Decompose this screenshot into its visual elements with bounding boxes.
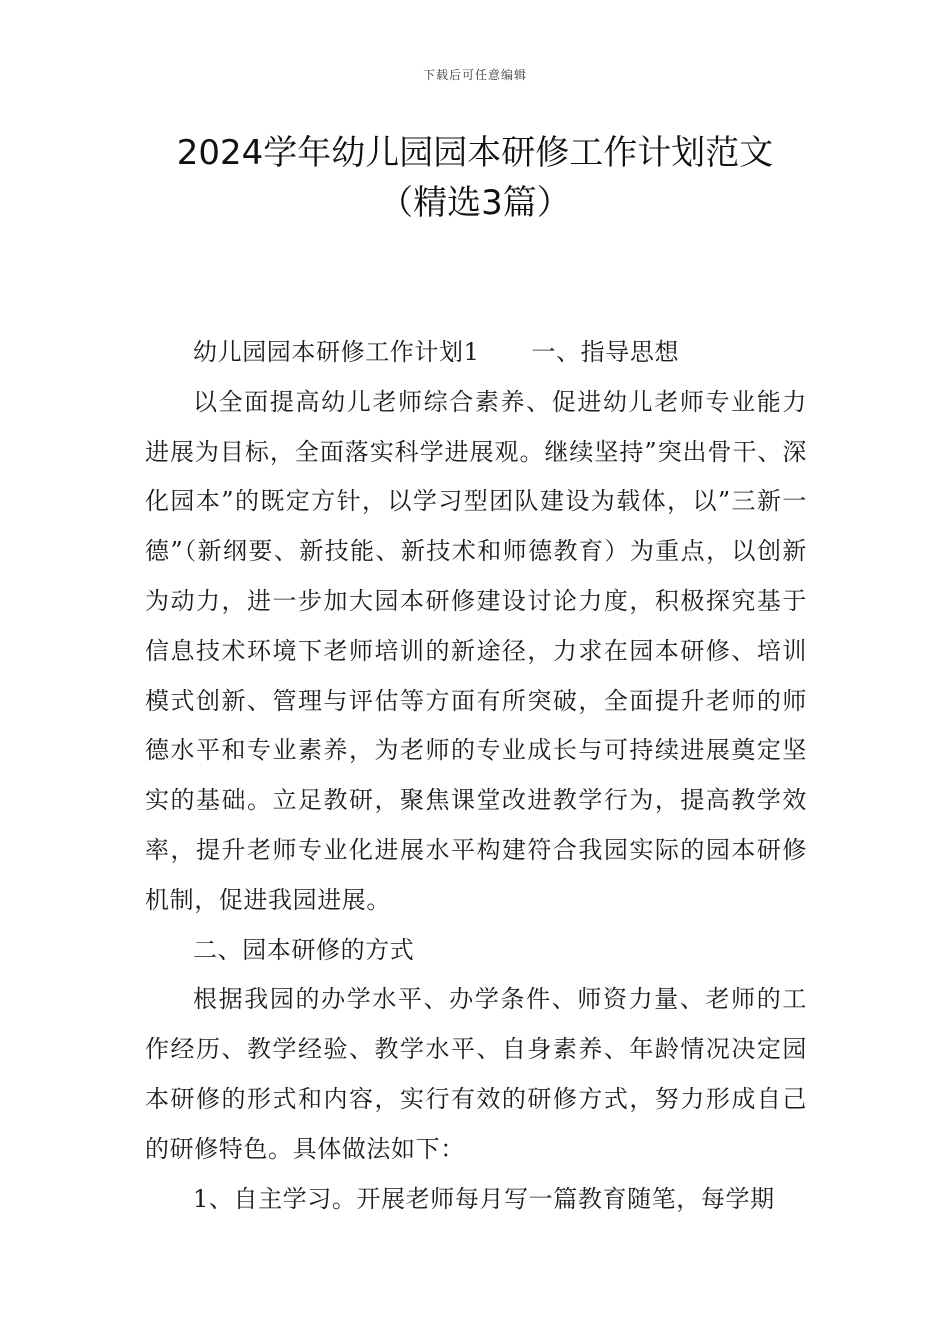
- plan-label: 幼儿园园本研修工作计划1: [193, 338, 480, 366]
- section1-paragraph: 以全面提高幼儿老师综合素养、促进幼儿老师专业能力进展为目标，全面落实科学进展观。继续坚持”突出骨干、深化园本”的既定方针，以学习型团队建设为载体，以”三新一德”（新纲要、新技能、新技术和师德教育）为重点，以创新为动力，进一步加大园本研修建设讨论力度，积极探究基于信息技术环境下老师培训的新途径，力求在园本研修、培训模式创新、管理与评估等方面有所突破，全面提升老师的师德水平和专业素养，为老师的专业成长与可持续进展奠定坚实的基础。立足教研，聚焦课堂改进教学行为，提高教学效率，提升老师专业化进展水平构建符合我园实际的园本研修机制，促进我园进展。: [145, 387, 807, 914]
- section2-heading: 二、园本研修的方式: [193, 935, 415, 964]
- plan-heading-line: [145, 328, 807, 378]
- section2-paragraph: 根据我园的办学水平、办学条件、师资力量、老师的工作经历、教学经验、教学水平、自身素养、年龄情况决定园本研修的形式和内容，实行有效的研修方式，努力形成自己的研修特色。具体做法如下：: [145, 985, 807, 1163]
- document-body: [145, 328, 807, 1224]
- item1-paragraph: 1、自主学习。开展老师每月写一篇教育随笔，每学期: [193, 1184, 775, 1213]
- document-title: [0, 128, 950, 228]
- section1-heading: 一、指导思想: [531, 338, 680, 366]
- title-line-2: （精选3篇）: [379, 183, 571, 223]
- title-line-1: 2024学年幼儿园园本研修工作计划范文: [176, 133, 774, 173]
- header-note: 下载后可任意编辑: [422, 68, 527, 82]
